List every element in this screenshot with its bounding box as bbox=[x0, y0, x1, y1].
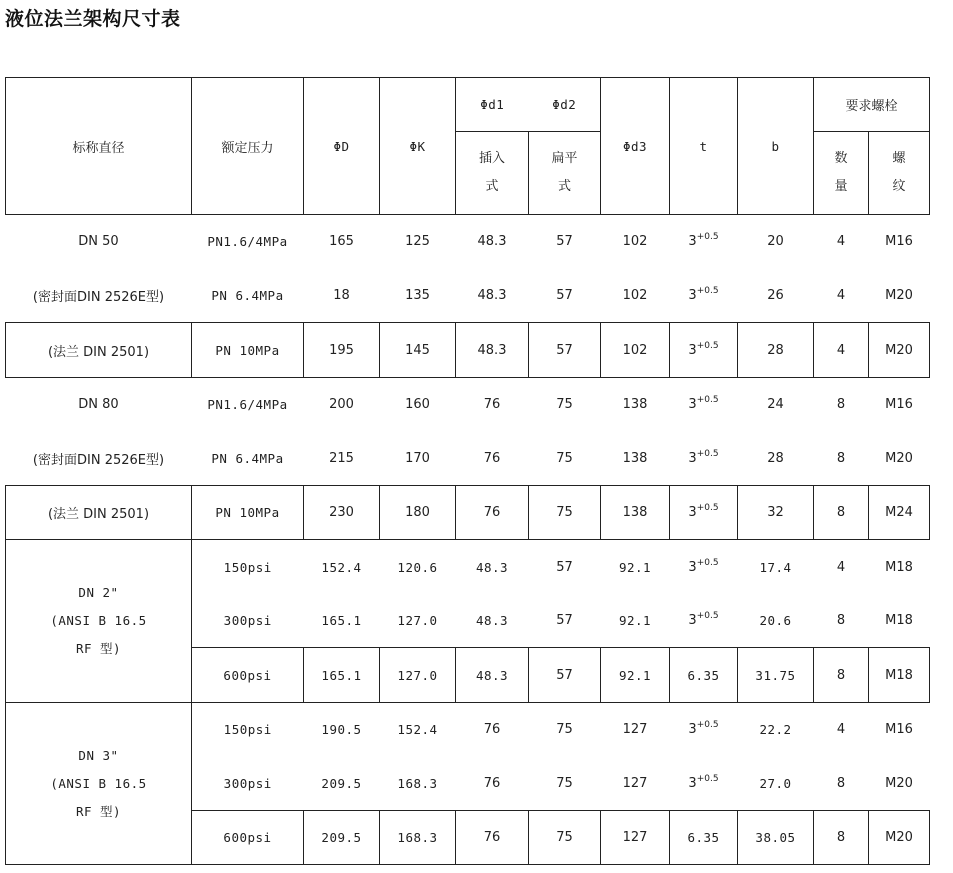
phi-d3-cell: 102 bbox=[622, 287, 648, 303]
phi-d3-cell: 92.1 bbox=[618, 613, 652, 629]
t-tolerance: +0.5 bbox=[696, 232, 719, 243]
bolt-thread-cell: M16 bbox=[885, 722, 913, 738]
b-cell: 31.75 bbox=[738, 648, 814, 703]
phi-d2-cell: 57 bbox=[556, 234, 573, 250]
group-dn2-line1: DN 2" bbox=[78, 585, 119, 600]
t-cell bbox=[670, 757, 738, 811]
flange-dimension-table bbox=[5, 77, 930, 865]
phi-d2-cell: 57 bbox=[556, 287, 573, 303]
header-bolt-quantity-line1: 数 bbox=[834, 151, 848, 166]
t-tolerance: +0.5 bbox=[696, 773, 719, 784]
header-insert-type-line2: 式 bbox=[485, 179, 499, 194]
bolt-thread-cell: M20 bbox=[885, 287, 913, 303]
phi-d-cell: 209.5 bbox=[321, 775, 362, 791]
bolt-qty-cell: 4 bbox=[836, 287, 846, 303]
bolt-qty-cell: 8 bbox=[836, 613, 846, 629]
header-bolt-thread-line2: 纹 bbox=[892, 179, 906, 194]
header-nominal-diameter: 标称直径 bbox=[6, 78, 192, 215]
t-value: 3 bbox=[688, 613, 697, 629]
header-b: b bbox=[738, 78, 814, 215]
phi-k-cell: 125 bbox=[405, 234, 430, 250]
header-bolt-quantity bbox=[814, 132, 869, 215]
t-value: 3 bbox=[688, 505, 697, 520]
phi-d2-cell: 57 bbox=[556, 613, 573, 629]
phi-d1-cell: 48.3 bbox=[456, 323, 529, 378]
t-cell bbox=[670, 595, 738, 648]
pressure-cell: PN 6.4MPa bbox=[211, 287, 284, 303]
t-tolerance: +0.5 bbox=[696, 720, 719, 731]
b-cell: 28 bbox=[738, 323, 814, 378]
phi-k-cell: 168.3 bbox=[397, 775, 438, 791]
phi-k-cell: 120.6 bbox=[397, 559, 438, 575]
phi-k-cell: 135 bbox=[405, 287, 430, 303]
t-value: 3 bbox=[688, 722, 697, 738]
t-tolerance: +0.5 bbox=[696, 611, 719, 622]
phi-d1-cell: 48.3 bbox=[475, 613, 509, 629]
phi-k-cell: 180 bbox=[380, 486, 456, 540]
pressure-cell: PN 6.4MPa bbox=[211, 450, 284, 466]
t-value: 6.35 bbox=[687, 667, 720, 683]
t-cell bbox=[670, 811, 738, 865]
phi-d3-cell: 127 bbox=[622, 775, 648, 791]
phi-d-cell: 230 bbox=[304, 486, 380, 540]
group-dn3-line2: (ANSI B 16.5 bbox=[50, 775, 147, 791]
pressure-cell: PN1.6/4MPa bbox=[207, 397, 288, 413]
header-flat-type-line2: 式 bbox=[557, 179, 571, 194]
phi-k-cell: 168.3 bbox=[380, 811, 456, 865]
t-value: 3 bbox=[688, 234, 697, 250]
t-cell bbox=[670, 269, 738, 323]
phi-d2-cell: 75 bbox=[529, 486, 601, 540]
phi-d2-cell: 75 bbox=[556, 775, 573, 791]
bolt-thread-cell: M20 bbox=[869, 811, 930, 865]
header-bolt-thread bbox=[869, 132, 930, 215]
bolt-thread-cell: M16 bbox=[885, 234, 913, 250]
t-value: 3 bbox=[688, 397, 697, 413]
phi-d-cell: 195 bbox=[304, 323, 380, 378]
phi-d3-cell: 127 bbox=[622, 722, 648, 738]
phi-d2-cell: 57 bbox=[556, 559, 573, 575]
table-row bbox=[6, 540, 930, 595]
phi-d3-cell: 102 bbox=[601, 323, 670, 378]
phi-d1-cell: 76 bbox=[483, 397, 501, 413]
b-cell: 20.6 bbox=[759, 613, 792, 629]
t-cell bbox=[670, 215, 738, 269]
t-tolerance: +0.5 bbox=[696, 448, 719, 459]
phi-d-cell: 165.1 bbox=[304, 648, 380, 703]
header-insert-type bbox=[456, 132, 529, 215]
header-flat-type-line1: 扁平 bbox=[551, 151, 578, 166]
phi-d2-cell: 57 bbox=[529, 648, 601, 703]
phi-d1-cell: 48.3 bbox=[477, 287, 507, 303]
group-dn2-line2: (ANSI B 16.5 bbox=[50, 613, 147, 628]
group-dn50-label: DN 50 bbox=[78, 234, 119, 250]
bolt-qty-cell: 8 bbox=[836, 775, 846, 791]
phi-d-cell: 190.5 bbox=[321, 722, 362, 738]
phi-d3-cell: 138 bbox=[622, 397, 648, 413]
bolt-qty-cell: 8 bbox=[836, 450, 846, 466]
header-phi-d3: Φd3 bbox=[601, 78, 670, 215]
header-t: t bbox=[670, 78, 738, 215]
b-cell: 38.05 bbox=[738, 811, 814, 865]
phi-d3-cell: 127 bbox=[601, 811, 670, 865]
t-cell bbox=[670, 432, 738, 486]
phi-d1-cell: 48.3 bbox=[475, 559, 509, 575]
t-tolerance: +0.5 bbox=[696, 557, 719, 568]
t-cell bbox=[670, 540, 738, 595]
phi-d-cell: 165.1 bbox=[321, 613, 362, 629]
pressure-cell: PN 10MPa bbox=[192, 486, 304, 540]
phi-k-cell: 152.4 bbox=[397, 722, 438, 738]
phi-d3-cell: 138 bbox=[622, 450, 648, 466]
header-bolt-thread-line1: 螺 bbox=[892, 151, 906, 166]
t-cell bbox=[670, 378, 738, 432]
phi-k-cell: 127.0 bbox=[380, 648, 456, 703]
phi-d3-cell: 138 bbox=[601, 486, 670, 540]
phi-d1-cell: 48.3 bbox=[477, 234, 507, 250]
phi-d-cell: 215 bbox=[329, 450, 354, 466]
phi-k-cell: 127.0 bbox=[397, 613, 438, 629]
group-dn2-line3: RF 型) bbox=[75, 641, 122, 656]
bolt-thread-cell: M20 bbox=[885, 775, 913, 791]
group-dn50-flange: (法兰 DIN 2501) bbox=[6, 323, 192, 378]
group-dn80-label: DN 80 bbox=[78, 397, 119, 413]
t-tolerance: +0.5 bbox=[696, 285, 719, 296]
phi-d1-cell: 76 bbox=[483, 450, 501, 466]
page-title: 液位法兰架构尺寸表 bbox=[5, 8, 181, 30]
bolt-qty-cell: 4 bbox=[836, 559, 846, 575]
t-cell bbox=[670, 703, 738, 757]
b-cell: 26 bbox=[767, 287, 784, 303]
bolt-qty-cell: 4 bbox=[836, 722, 846, 738]
group-dn2-label bbox=[6, 540, 192, 703]
header-flat-type bbox=[529, 132, 601, 215]
table-row bbox=[6, 269, 930, 323]
table-row bbox=[6, 703, 930, 757]
phi-d2-cell: 75 bbox=[556, 450, 573, 466]
header-phi-k: ΦK bbox=[380, 78, 456, 215]
b-cell: 28 bbox=[767, 450, 784, 466]
phi-d1-cell: 76 bbox=[483, 722, 501, 738]
pressure-cell: 600psi bbox=[192, 811, 304, 865]
b-cell: 32 bbox=[738, 486, 814, 540]
header-phi-d1: Φd1 bbox=[456, 78, 529, 132]
pressure-cell: 600psi bbox=[192, 648, 304, 703]
phi-d1-cell: 76 bbox=[456, 811, 529, 865]
b-cell: 27.0 bbox=[759, 775, 792, 791]
group-dn50-seal: (密封面DIN 2526E型) bbox=[32, 289, 165, 305]
bolt-thread-cell: M16 bbox=[885, 397, 913, 413]
t-tolerance: +0.5 bbox=[696, 395, 719, 406]
table-row bbox=[6, 378, 930, 432]
phi-k-cell: 145 bbox=[380, 323, 456, 378]
phi-d3-cell: 92.1 bbox=[601, 648, 670, 703]
group-dn80-flange: (法兰 DIN 2501) bbox=[6, 486, 192, 540]
phi-d2-cell: 57 bbox=[529, 323, 601, 378]
header-phi-d2: Φd2 bbox=[529, 78, 601, 132]
t-cell bbox=[670, 648, 738, 703]
bolt-qty-cell: 8 bbox=[836, 397, 846, 413]
t-value: 3 bbox=[688, 559, 697, 575]
phi-d-cell: 152.4 bbox=[321, 559, 362, 575]
group-dn3-line1: DN 3" bbox=[78, 747, 119, 763]
header-bolt-quantity-line2: 量 bbox=[834, 179, 848, 194]
phi-d-cell: 209.5 bbox=[304, 811, 380, 865]
b-cell: 17.4 bbox=[759, 559, 792, 575]
phi-d-cell: 18 bbox=[333, 287, 350, 303]
bolt-qty-cell: 8 bbox=[814, 648, 869, 703]
pressure-cell: 300psi bbox=[223, 775, 272, 791]
b-cell: 22.2 bbox=[759, 722, 792, 738]
bolt-qty-cell: 8 bbox=[814, 486, 869, 540]
bolt-thread-cell: M20 bbox=[869, 323, 930, 378]
header-row bbox=[6, 78, 930, 132]
bolt-thread-cell: M18 bbox=[869, 648, 930, 703]
group-dn3-label bbox=[6, 703, 192, 865]
phi-d3-cell: 92.1 bbox=[618, 559, 652, 575]
phi-d1-cell: 48.3 bbox=[456, 648, 529, 703]
bolt-qty-cell: 8 bbox=[814, 811, 869, 865]
bolt-qty-cell: 4 bbox=[836, 234, 846, 250]
phi-d1-cell: 76 bbox=[483, 775, 501, 791]
phi-d2-cell: 75 bbox=[556, 397, 573, 413]
pressure-cell: 150psi bbox=[223, 722, 272, 738]
t-cell bbox=[670, 323, 738, 378]
header-rated-pressure: 额定压力 bbox=[192, 78, 304, 215]
bolt-thread-cell: M24 bbox=[869, 486, 930, 540]
group-dn3-line3: RF 型) bbox=[75, 803, 122, 819]
t-tolerance: +0.5 bbox=[696, 340, 719, 351]
phi-k-cell: 160 bbox=[405, 397, 430, 413]
table-row bbox=[6, 215, 930, 269]
phi-d3-cell: 102 bbox=[622, 234, 648, 250]
phi-d2-cell: 75 bbox=[529, 811, 601, 865]
phi-k-cell: 170 bbox=[405, 450, 430, 466]
phi-d-cell: 165 bbox=[329, 234, 354, 250]
t-value: 6.35 bbox=[687, 830, 720, 845]
header-phi-d: ΦD bbox=[304, 78, 380, 215]
t-value: 3 bbox=[688, 287, 697, 303]
b-cell: 20 bbox=[767, 234, 784, 250]
phi-d-cell: 200 bbox=[329, 397, 354, 413]
t-value: 3 bbox=[688, 775, 697, 791]
table-row bbox=[6, 323, 930, 378]
table-row bbox=[6, 486, 930, 540]
t-cell bbox=[670, 486, 738, 540]
pressure-cell: 300psi bbox=[223, 613, 272, 629]
header-insert-type-line1: 插入 bbox=[478, 151, 505, 166]
t-value: 3 bbox=[688, 450, 697, 466]
pressure-cell: PN 10MPa bbox=[192, 323, 304, 378]
pressure-cell: 150psi bbox=[223, 559, 272, 575]
header-bolts-required: 要求螺栓 bbox=[814, 78, 930, 132]
t-tolerance: +0.5 bbox=[696, 503, 719, 513]
bolt-qty-cell: 4 bbox=[814, 323, 869, 378]
phi-d1-cell: 76 bbox=[456, 486, 529, 540]
t-value: 3 bbox=[688, 342, 697, 358]
bolt-thread-cell: M18 bbox=[885, 559, 913, 575]
phi-d2-cell: 75 bbox=[556, 722, 573, 738]
bolt-thread-cell: M20 bbox=[885, 450, 913, 466]
group-dn80-seal: (密封面DIN 2526E型) bbox=[32, 452, 165, 468]
pressure-cell: PN1.6/4MPa bbox=[207, 234, 288, 250]
bolt-thread-cell: M18 bbox=[885, 613, 913, 629]
table-row bbox=[6, 432, 930, 486]
b-cell: 24 bbox=[767, 397, 784, 413]
